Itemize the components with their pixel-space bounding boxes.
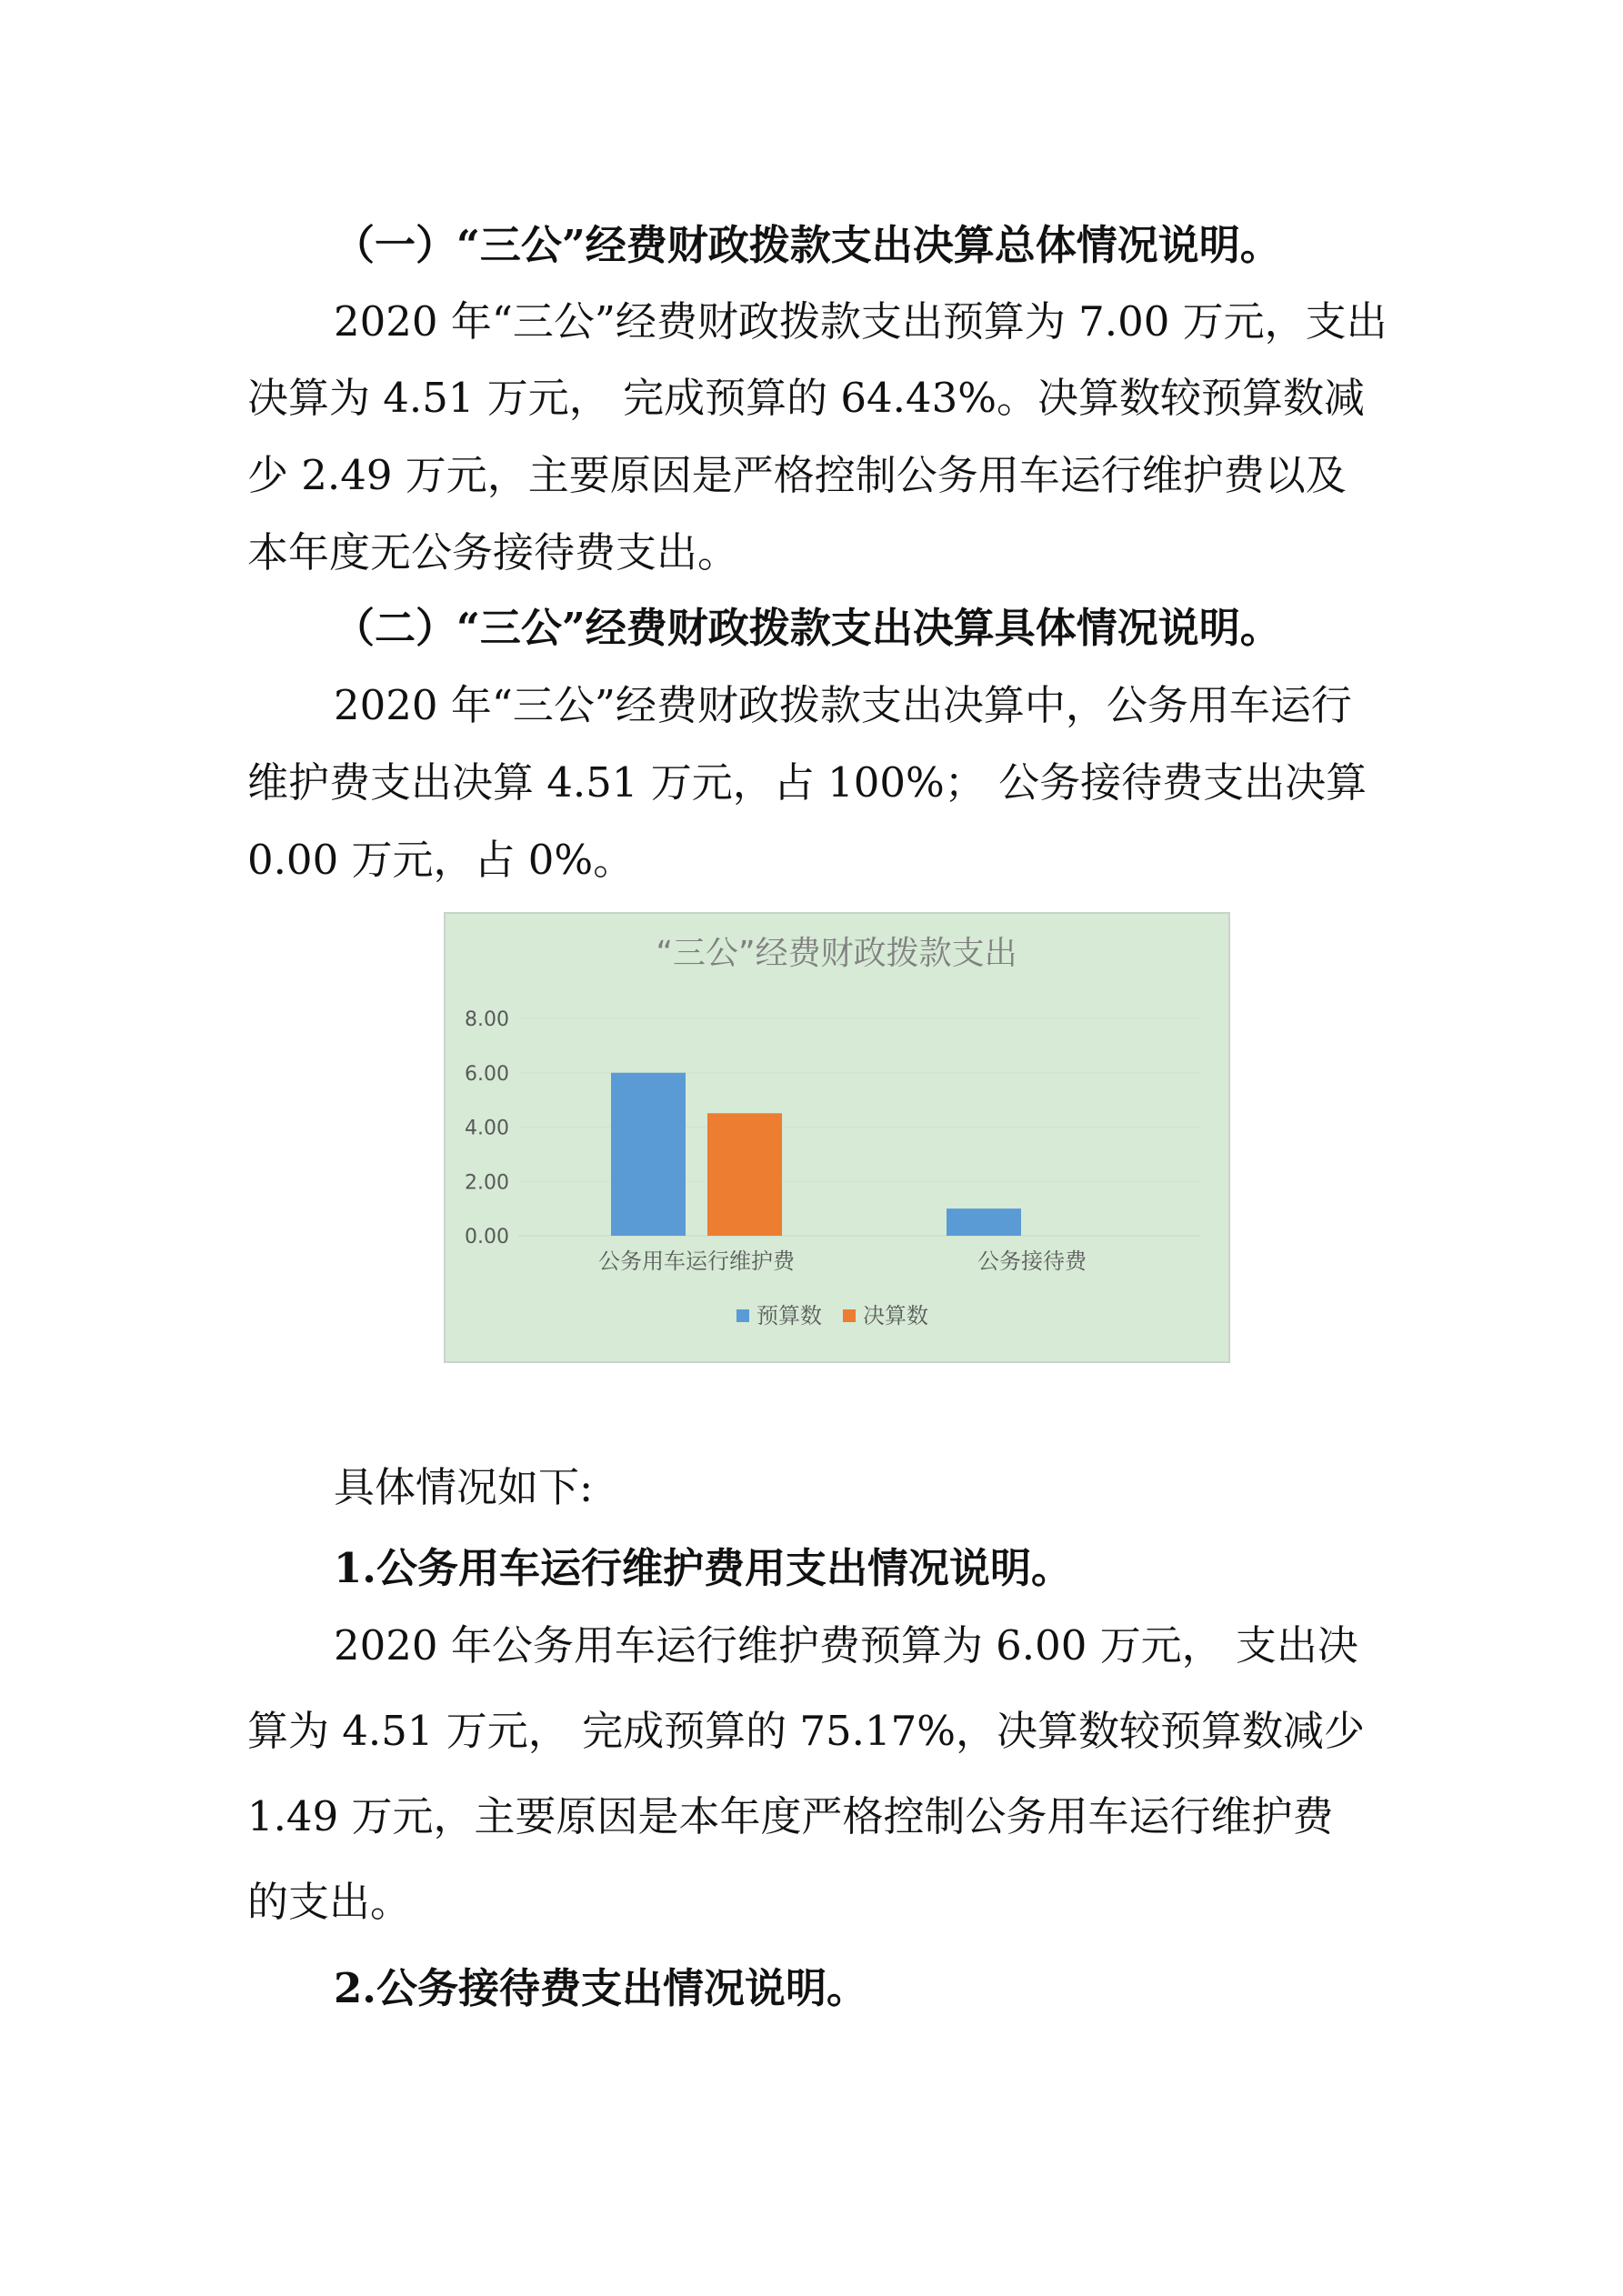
y-tick-label: 8.00 xyxy=(465,1008,509,1031)
paragraph-line: 算为 4.51 万元， 完成预算的 75.17%，决算数较预算数减少 xyxy=(247,1707,1365,1755)
y-tick-label: 6.00 xyxy=(465,1062,509,1086)
paragraph-line: 本年度无公务接待费支出。 xyxy=(247,528,739,577)
paragraph-line: 0.00 万元，占 0%。 xyxy=(247,836,635,884)
legend-swatch xyxy=(843,1309,856,1322)
paragraph-line: 2020 年“三公”经费财政拨款支出预算为 7.00 万元，支出 xyxy=(334,297,1388,346)
bar-budget xyxy=(947,1208,1021,1236)
x-category-label: 公务用车运行维护费 xyxy=(598,1248,795,1274)
chart-title: “三公”经费财政拨款支出 xyxy=(656,935,1017,972)
legend-swatch xyxy=(736,1309,749,1322)
bar-budget xyxy=(611,1073,686,1236)
paragraph-line: 具体情况如下: xyxy=(334,1463,594,1511)
y-tick-label: 4.00 xyxy=(465,1117,509,1140)
chart-canvas xyxy=(446,914,1228,1361)
paragraph-line: 决算为 4.51 万元， 完成预算的 64.43%。决算数较预算数减 xyxy=(247,374,1365,422)
y-tick-label: 0.00 xyxy=(465,1226,509,1248)
paragraph-line: 2020 年“三公”经费财政拨款支出决算中，公务用车运行 xyxy=(334,681,1352,729)
paragraph-line: 2020 年公务用车运行维护费预算为 6.00 万元， 支出决 xyxy=(334,1621,1358,1669)
section-heading: （二）“三公”经费财政拨款支出决算具体情况说明。 xyxy=(334,604,1281,652)
paragraph-line: 1.49 万元，主要原因是本年度严格控制公务用车运行维护费 xyxy=(247,1792,1334,1840)
bar-chart xyxy=(444,912,1230,1363)
paragraph-line: 的支出。 xyxy=(247,1878,412,1926)
section-heading: （一）“三公”经费财政拨款支出决算总体情况说明。 xyxy=(334,221,1281,269)
section-heading: 1.公务用车运行维护费用支出情况说明。 xyxy=(334,1544,1072,1592)
paragraph-line: 维护费支出决算 4.51 万元，占 100%； 公务接待费支出决算 xyxy=(247,758,1368,807)
y-tick-label: 2.00 xyxy=(465,1171,509,1195)
legend-label: 决算数 xyxy=(863,1303,928,1328)
bar-actual xyxy=(707,1113,782,1236)
section-heading: 2.公务接待费支出情况说明。 xyxy=(334,1964,867,2012)
legend-label: 预算数 xyxy=(756,1303,822,1328)
x-category-label: 公务接待费 xyxy=(977,1248,1087,1274)
paragraph-line: 少 2.49 万元，主要原因是严格控制公务用车运行维护费以及 xyxy=(247,451,1347,499)
